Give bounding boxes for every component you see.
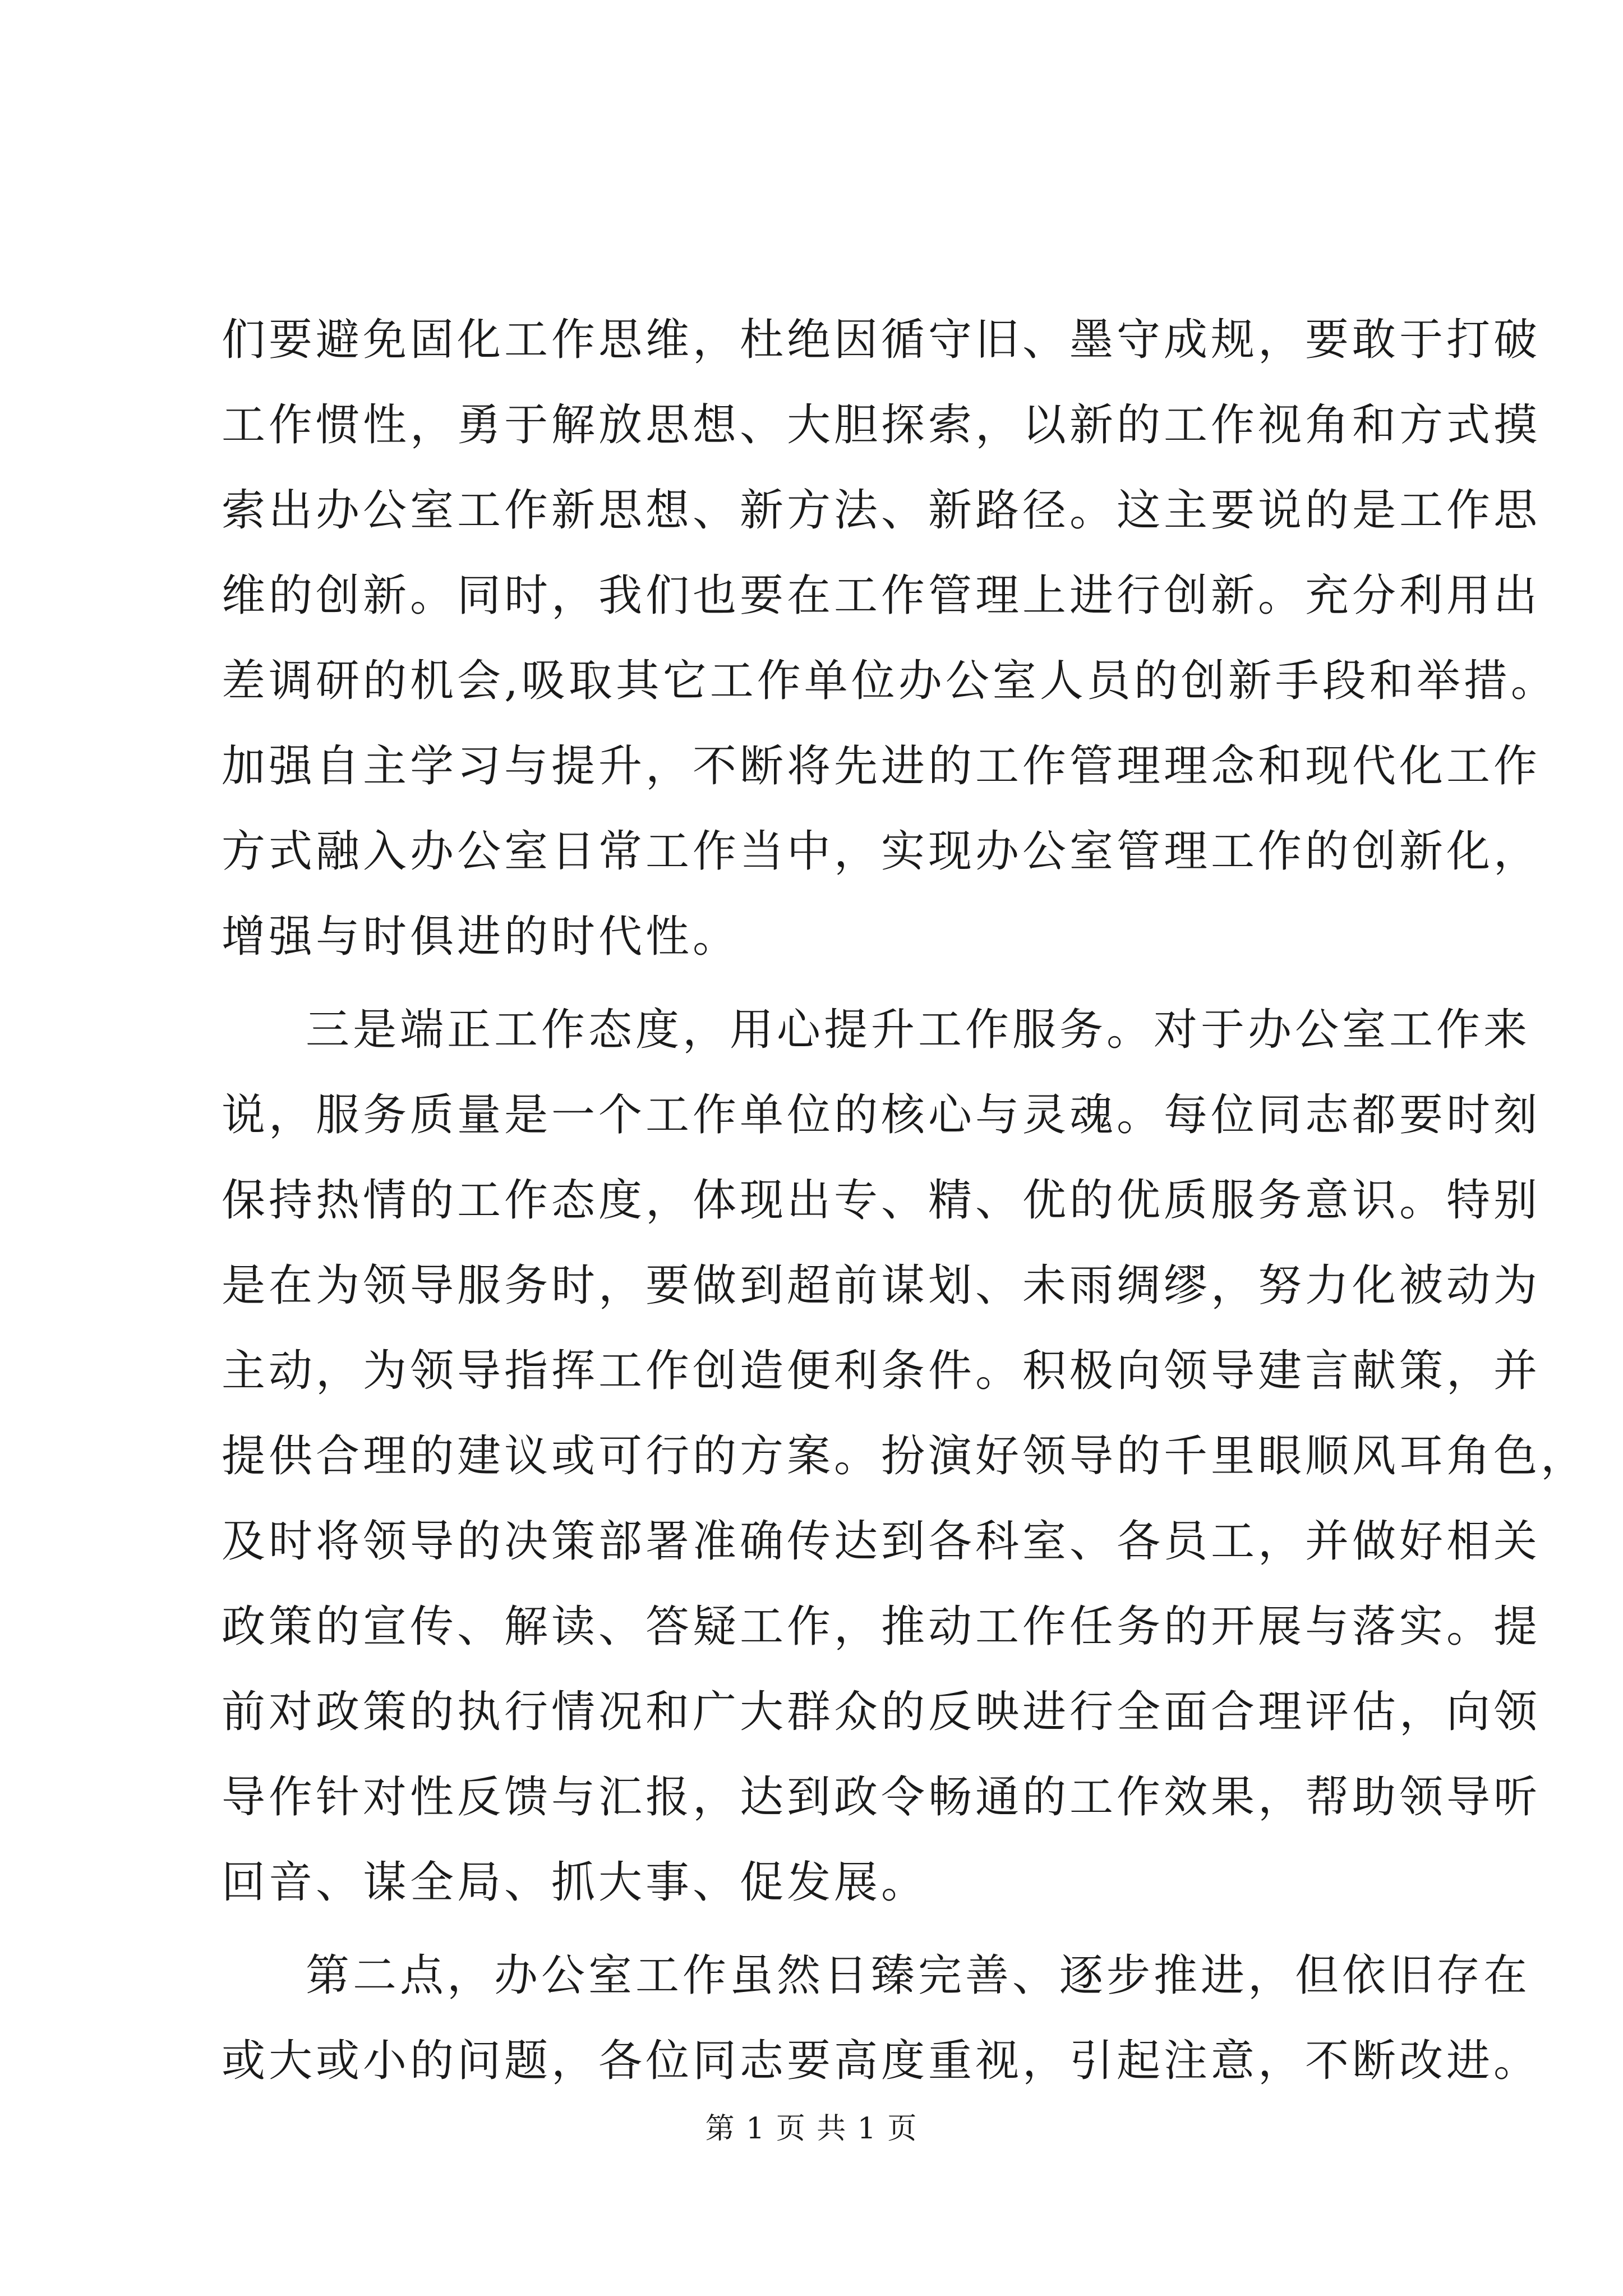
text-line: 是在为领导服务时，要做到超前谋划、未雨绸缪，努力化被动为 xyxy=(222,1260,1541,1311)
text-line: 增强与时俱进的时代性。 xyxy=(222,912,740,962)
text-line: 索出办公室工作新思想、新方法、新路径。这主要说的是工作思 xyxy=(222,485,1541,536)
text-line: 保持热情的工作态度，体现出专、精、优的优质服务意识。特别 xyxy=(222,1175,1541,1226)
text-line: 维的创新。同时，我们也要在工作管理上进行创新。充分利用出 xyxy=(222,570,1541,621)
document-body xyxy=(222,297,1588,2104)
text-line: 或大或小的问题，各位同志要高度重视，引起注意，不断改进。 xyxy=(222,2036,1541,2086)
text-line: 前对政策的执行情况和广大群众的反映进行全面合理评估，向领 xyxy=(222,1687,1541,1737)
text-line: 方式融入办公室日常工作当中，实现办公室管理工作的创新化， xyxy=(222,826,1541,877)
text-line: 差调研的机会,吸取其它工作单位办公室人员的创新手段和举措。 xyxy=(222,656,1558,706)
text-line: 回音、谋全局、抓大事、促发展。 xyxy=(222,1857,929,1908)
text-line: 政策的宣传、解读、答疑工作，推动工作任务的开展与落实。提 xyxy=(222,1602,1541,1652)
text-line: 提供合理的建议或可行的方案。扮演好领导的千里眼顺风耳角色， xyxy=(222,1431,1588,1481)
text-line: 工作惯性，勇于解放思想、大胆探索，以新的工作视角和方式摸 xyxy=(222,400,1541,450)
text-line: 加强自主学习与提升，不断将先进的工作管理理念和现代化工作 xyxy=(222,741,1541,792)
text-line: 及时将领导的决策部署准确传达到各科室、各员工，并做好相关 xyxy=(222,1516,1541,1567)
paragraph-first-line: 三是端正工作态度，用心提升工作服务。对于办公室工作来 xyxy=(306,1005,1531,1055)
text-line: 导作针对性反馈与汇报，达到政令畅通的工作效果，帮助领导听 xyxy=(222,1772,1541,1823)
text-line: 主动，为领导指挥工作创造便利条件。积极向领导建言献策，并 xyxy=(222,1346,1541,1396)
page-footer xyxy=(0,2112,1623,2146)
page-number-label: 第 1 页 共 1 页 xyxy=(705,2112,918,2146)
text-line: 们要避免固化工作思维，杜绝因循守旧、墨守成规，要敢于打破 xyxy=(222,315,1541,365)
text-line: 说，服务质量是一个工作单位的核心与灵魂。每位同志都要时刻 xyxy=(222,1090,1541,1140)
paragraph-first-line: 第二点，办公室工作虽然日臻完善、逐步推进，但依旧存在 xyxy=(306,1950,1531,2001)
